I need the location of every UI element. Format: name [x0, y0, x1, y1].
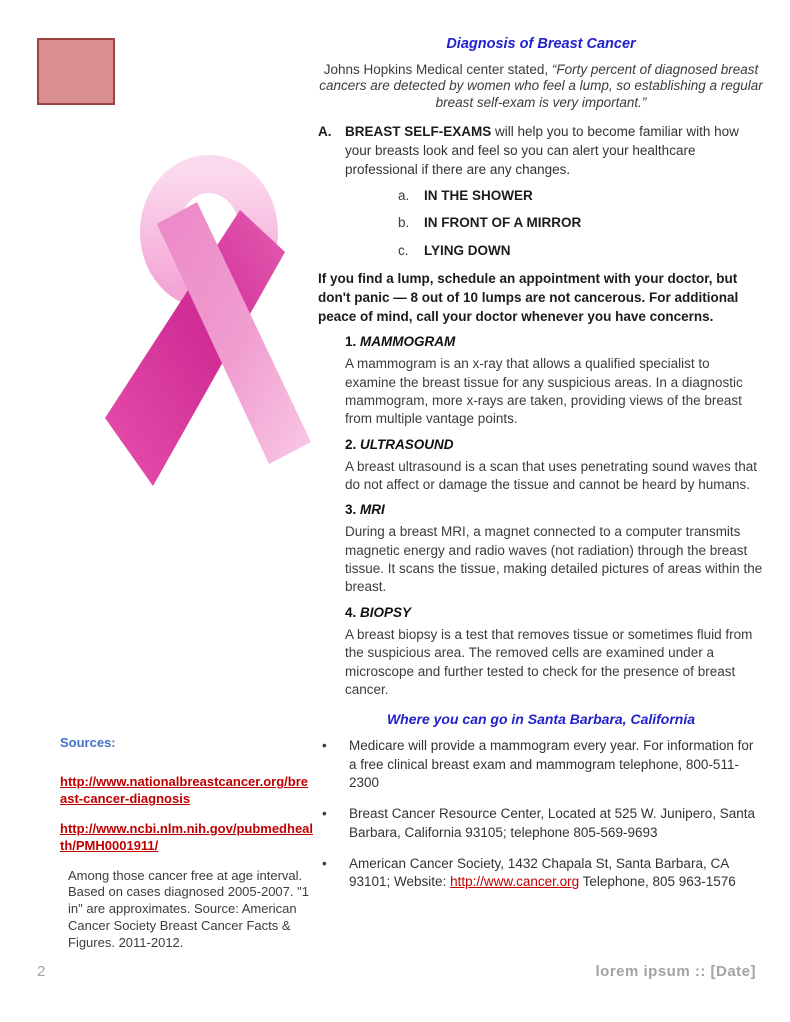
self-exam-item-text: IN THE SHOWER — [424, 188, 533, 204]
where-to-go-heading: Where you can go in Santa Barbara, California — [386, 711, 696, 728]
method-heading — [345, 502, 764, 517]
method-mri — [345, 502, 764, 596]
method-name: ULTRASOUND — [360, 436, 454, 452]
method-number: 2. — [345, 436, 357, 452]
method-number: 1. — [345, 334, 357, 350]
method-heading — [345, 437, 764, 452]
method-name: MRI — [360, 502, 385, 518]
sources-heading: Sources: — [60, 735, 116, 750]
method-heading — [345, 334, 764, 349]
list-label-a: a. — [398, 188, 410, 204]
location-item-medicare — [318, 737, 764, 792]
list-label-c: c. — [398, 242, 409, 258]
location-text: Breast Cancer Resource Center, Located at 525 W. Junipero, Santa Barbara, California 93105; telephone 805-569-9693 — [349, 806, 755, 840]
location-item-american-cancer-society — [318, 855, 764, 892]
source-note-text: Among those cancer free at age interval. Based on cases diagnosed 2005-2007. "1 in" are approximates. Source: American Cancer Society Breast Cancer Facts & Figures. 2011-2012. — [68, 867, 309, 950]
intro-plain-text: Johns Hopkins Medical center stated, — [323, 62, 552, 77]
bullet-icon: • — [322, 738, 327, 754]
pink-placeholder-image — [37, 38, 115, 105]
location-text-before: American Cancer Society, 1432 Chapala St, Santa Barbara, CA 93101; Website: — [349, 856, 729, 890]
method-ultrasound — [345, 437, 764, 495]
source-link-ncbi-pubmed[interactable]: http://www.ncbi.nlm.nih.gov/pubmedhealth/PMH0001911/ — [60, 820, 314, 853]
self-exam-text — [345, 123, 764, 180]
method-name: BIOPSY — [360, 604, 412, 620]
location-text: Medicare will provide a mammogram every year. For information for a free clinical breast exam and mammogram telephone, 800-511-2300 — [349, 738, 754, 790]
self-exam-item-lying — [318, 242, 764, 260]
pink-awareness-ribbon-image — [95, 152, 323, 532]
method-number: 3. — [345, 502, 357, 518]
source-link-nationalbreastcancer[interactable]: http://www.nationalbreastcancer.org/breast-cancer-diagnosis — [60, 774, 309, 806]
method-description: A mammogram is an x-ray that allows a qualified specialist to examine the breast tissue for any suspicious areas. In a diagnostic mammogram, more x-rays are taken, providing views of the breast from multiple vantage points. — [345, 356, 743, 427]
bullet-icon: • — [322, 856, 327, 872]
footer-title-date: lorem ipsum :: [Date] — [595, 963, 756, 980]
self-exam-heading: BREAST SELF-EXAMS — [345, 124, 492, 140]
location-text — [349, 855, 764, 892]
method-mammogram — [345, 334, 764, 428]
page-title: Diagnosis of Breast Cancer — [446, 36, 636, 52]
main-column — [318, 36, 764, 905]
self-exam-item-text: IN FRONT OF A MIRROR — [424, 215, 582, 231]
diagnosis-methods-list — [318, 334, 764, 699]
list-label-A: A. — [318, 124, 332, 140]
location-text-after: Telephone, 805 963-1576 — [579, 874, 736, 890]
self-exam-item-shower — [318, 187, 764, 205]
method-number: 4. — [345, 604, 357, 620]
ribbon-svg — [95, 152, 323, 532]
cancer-org-link[interactable]: http://www.cancer.org — [450, 874, 580, 890]
self-exam-body: will help you to become familiar with how your breasts look and feel so you can alert your healthcare professional if there are any changes. — [345, 124, 739, 178]
page-number: 2 — [37, 963, 46, 980]
method-heading — [345, 605, 764, 620]
method-biopsy — [345, 605, 764, 699]
bullet-icon: • — [322, 806, 327, 822]
self-exam-paragraph — [318, 123, 764, 180]
self-exam-item-text: LYING DOWN — [424, 242, 511, 258]
intro-paragraph — [318, 62, 764, 111]
list-label-b: b. — [398, 215, 410, 231]
method-name: MAMMOGRAM — [360, 334, 456, 350]
self-exam-item-mirror — [318, 214, 764, 232]
method-description: A breast biopsy is a test that removes tissue or sometimes fluid from the suspicious area. The removed cells are examined under a microscope and further tested to check for the presence of breast cancer. — [345, 626, 753, 697]
sources-column — [60, 735, 314, 950]
lump-advice-paragraph: If you find a lump, schedule an appointment with your doctor, but don't panic — 8 out of 10 lumps are not cancerous. For additional peace of mind, call your doctor whenever you have concerns. — [318, 270, 739, 325]
method-description: During a breast MRI, a magnet connected to a computer transmits magnetic energy and radio waves (not radiation) through the breast tissue. It scans the tissue, making detailed pictures of areas within the breast. — [345, 524, 763, 595]
method-description: A breast ultrasound is a scan that uses penetrating sound waves that do not affect or damage the tissue and cannot be heard by humans. — [345, 458, 758, 492]
location-item-resource-center — [318, 805, 764, 842]
intro-quote-text: “Forty percent of diagnosed breast cancers are detected by women who feel a lump, so establishing a regular breast self-exam is very important.” — [319, 62, 763, 110]
